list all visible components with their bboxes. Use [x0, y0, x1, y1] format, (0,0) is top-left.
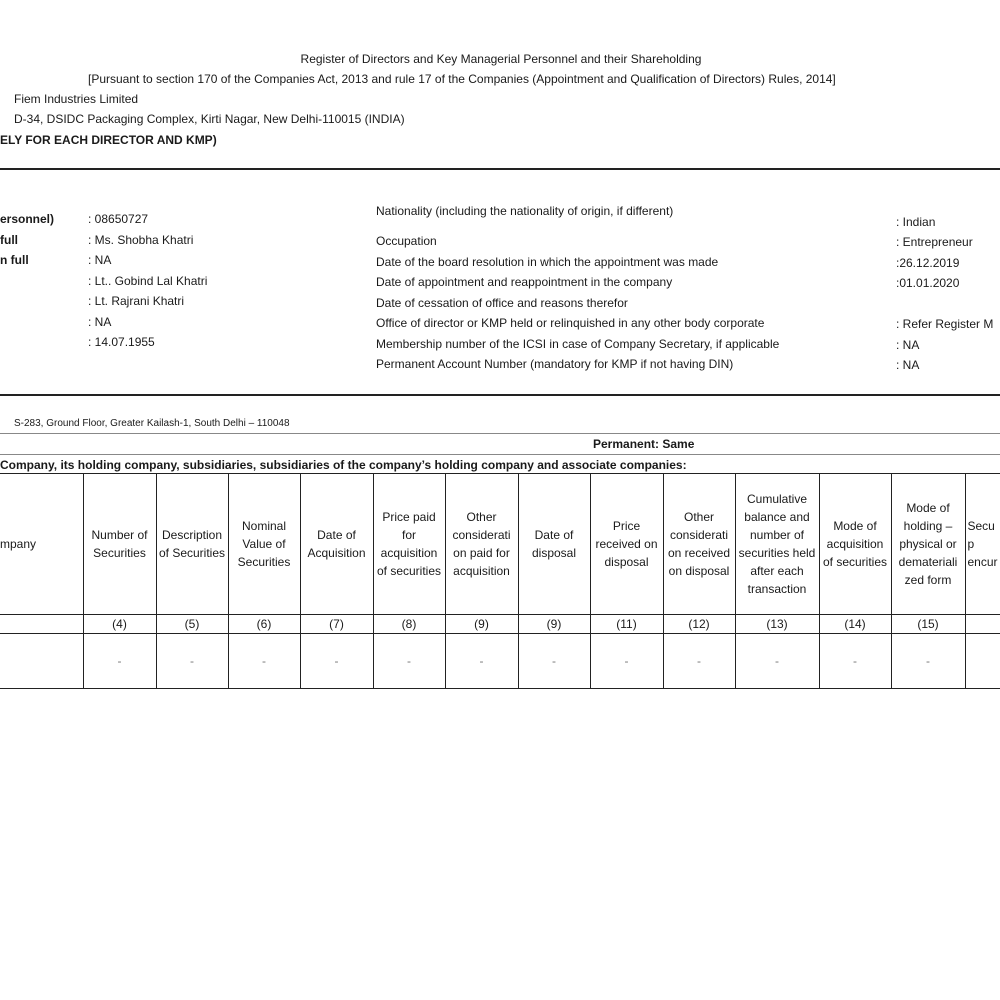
table-cell: - [735, 634, 819, 689]
num-cell: (8) [373, 615, 445, 634]
register-subtitle: [Pursuant to section 170 of the Companies Act, 2013 and rule 17 of the Companies (Appointment and Qualification of Directors) Rules, 2014] [88, 72, 836, 86]
permanent-rule [0, 454, 1000, 455]
header-nominal-value: Nominal Value of Securities [228, 474, 300, 615]
num-cell: (4) [83, 615, 156, 634]
num-cell: (14) [819, 615, 891, 634]
num-cell: (6) [228, 615, 300, 634]
permanent-address: Permanent: Same [593, 437, 695, 451]
header-number-of-securities: Number of Securities [83, 474, 156, 615]
label-name-full: n full [0, 253, 29, 267]
label-personnel: ersonnel) [0, 212, 55, 226]
value-nationality: : Indian [896, 215, 936, 229]
label-board-resolution-date: Date of the board resolution in which the appointment was made [376, 255, 719, 269]
value-spouse-name: : NA [88, 315, 112, 329]
header-date-of-acquisition: Date of Acquisition [300, 474, 373, 615]
label-pan: Permanent Account Number (mandatory for KMP if not having DIN) [376, 357, 734, 371]
num-cell: (12) [663, 615, 735, 634]
value-din: : 08650727 [88, 212, 149, 226]
company-address: D-34, DSIDC Packaging Complex, Kirti Nagar, New Delhi-110015 (INDIA) [14, 112, 405, 126]
value-mother-name: : Lt. Rajrani Khatri [88, 294, 185, 308]
table-number-row [0, 615, 1000, 634]
table-cell: - [590, 634, 663, 689]
header-cumulative-balance: Cumulative balance and number of securities held after each transaction [735, 474, 819, 615]
num-cell: (15) [891, 615, 965, 634]
header-securities-encumbrance: Secu p encur [965, 474, 1000, 615]
num-cell [965, 615, 1000, 634]
table-cell: - [518, 634, 590, 689]
table-cell: - [83, 634, 156, 689]
table-cell: - [300, 634, 373, 689]
header-description-of-securities: Description of Securities [156, 474, 228, 615]
present-address: S-283, Ground Floor, Greater Kailash-1, South Delhi – 110048 [14, 418, 290, 429]
value-name: : Ms. Shobha Khatri [88, 233, 194, 247]
register-title: Register of Directors and Key Managerial Personnel and their Shareholding [300, 52, 702, 66]
section-note: ELY FOR EACH DIRECTOR AND KMP) [0, 133, 217, 147]
divider-middle [0, 394, 1000, 396]
header-price-received: Price received on disposal [590, 474, 663, 615]
num-cell [0, 615, 83, 634]
table-cell: - [373, 634, 445, 689]
value-dob: : 14.07.1955 [88, 335, 155, 349]
label-appointment-date: Date of appointment and reappointment in the company [376, 275, 673, 289]
label-nationality: Nationality (including the nationality of origin, if different) [376, 204, 674, 218]
value-board-resolution-date: :26.12.2019 [896, 256, 960, 270]
securities-heading: Company, its holding company, subsidiaries, subsidiaries of the company’s holding company and associate companies: [0, 458, 687, 472]
header-date-of-disposal: Date of disposal [518, 474, 590, 615]
num-cell: (7) [300, 615, 373, 634]
table-cell: - [445, 634, 518, 689]
securities-table [0, 473, 1000, 689]
value-icsi-membership: : NA [896, 338, 920, 352]
header-price-paid: Price paid for acquisition of securities [373, 474, 445, 615]
header-company: mpany [0, 474, 83, 615]
address-rule [0, 433, 1000, 434]
divider-top [0, 168, 1000, 170]
num-cell: (11) [590, 615, 663, 634]
label-full-name: full [0, 233, 18, 247]
value-pan: : NA [896, 358, 920, 372]
table-cell: - [891, 634, 965, 689]
table-cell: - [228, 634, 300, 689]
label-other-office: Office of director or KMP held or relinquished in any other body corporate [376, 316, 765, 330]
table-row [0, 634, 1000, 689]
num-cell: (9) [445, 615, 518, 634]
table-cell [0, 634, 83, 689]
header-other-consideration-paid: Other considerati on paid for acquisition [445, 474, 518, 615]
value-former-name: : NA [88, 253, 112, 267]
header-mode-of-acquisition: Mode of acquisition of securities [819, 474, 891, 615]
label-icsi-membership: Membership number of the ICSI in case of Company Secretary, if applicable [376, 337, 780, 351]
header-other-consideration-received: Other considerati on received on disposal [663, 474, 735, 615]
num-cell: (13) [735, 615, 819, 634]
company-name: Fiem Industries Limited [14, 92, 139, 106]
table-cell [965, 634, 1000, 689]
value-father-name: : Lt.. Gobind Lal Khatri [88, 274, 208, 288]
value-other-office: : Refer Register M [896, 317, 994, 331]
table-header-row [0, 474, 1000, 615]
table-cell: - [819, 634, 891, 689]
num-cell: (9) [518, 615, 590, 634]
value-appointment-date: :01.01.2020 [896, 276, 960, 290]
header-mode-of-holding: Mode of holding – physical or demateriali zed form [891, 474, 965, 615]
num-cell: (5) [156, 615, 228, 634]
table-cell: - [663, 634, 735, 689]
label-cessation-date: Date of cessation of office and reasons therefor [376, 296, 628, 310]
table-cell: - [156, 634, 228, 689]
label-occupation: Occupation [376, 234, 437, 248]
value-occupation: : Entrepreneur [896, 235, 973, 249]
